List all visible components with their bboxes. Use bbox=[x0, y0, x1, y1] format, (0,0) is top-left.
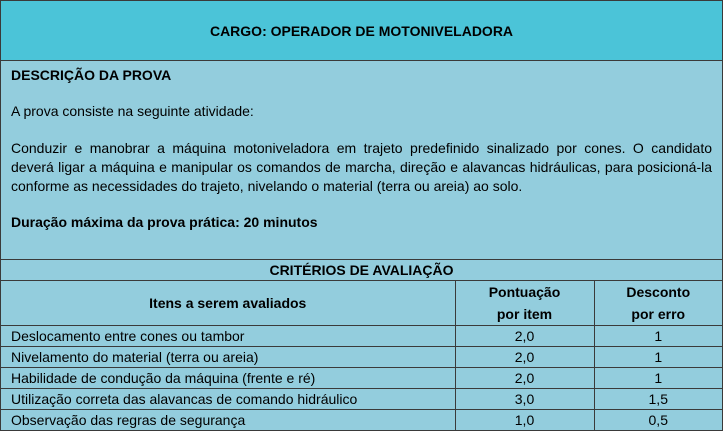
criterion-discount: 1,5 bbox=[594, 389, 722, 410]
criterion-item: Observação das regras de segurança bbox=[1, 410, 455, 431]
exam-duration: Duração máxima da prova prática: 20 minutos bbox=[11, 214, 318, 230]
column-header-items: Itens a serem avaliados bbox=[1, 281, 455, 326]
criterion-discount: 0,5 bbox=[594, 410, 722, 431]
table-row bbox=[1, 410, 722, 431]
criterion-discount: 1 bbox=[594, 347, 722, 368]
table-row bbox=[1, 326, 722, 347]
description-heading: DESCRIÇÃO DA PROVA bbox=[11, 67, 172, 83]
column-header-score bbox=[455, 281, 594, 326]
table-row bbox=[1, 368, 722, 389]
criterion-item: Habilidade de condução da máquina (frente e ré) bbox=[1, 368, 455, 389]
criterion-score: 1,0 bbox=[455, 410, 594, 431]
score-header-line1: Pontuação bbox=[488, 284, 561, 300]
criterion-discount: 1 bbox=[594, 368, 722, 389]
criterion-score: 2,0 bbox=[455, 347, 594, 368]
criterion-score: 2,0 bbox=[455, 368, 594, 389]
description-body: Conduzir e manobrar a máquina motoniveladora em trajeto predefinido sinalizado por cones. O candidato deverá ligar a máquina e manipular os comandos de marcha, direção e alavancas hidráulicas, para posicioná-la conforme as necessidades do trajeto, nivelando o material (terra ou areia) ao solo. bbox=[11, 140, 712, 194]
exam-description bbox=[1, 61, 722, 260]
criterion-score: 3,0 bbox=[455, 389, 594, 410]
criterion-score: 2,0 bbox=[455, 326, 594, 347]
criterion-discount: 1 bbox=[594, 326, 722, 347]
discount-header-line1: Desconto bbox=[626, 284, 691, 300]
criteria-table bbox=[1, 260, 722, 430]
table-row bbox=[1, 389, 722, 410]
table-row bbox=[1, 347, 722, 368]
column-header-discount bbox=[594, 281, 722, 326]
criterion-item: Nivelamento do material (terra ou areia) bbox=[1, 347, 455, 368]
job-title: CARGO: OPERADOR DE MOTONIVELADORA bbox=[1, 1, 722, 61]
score-header-line2: por item bbox=[496, 306, 553, 322]
discount-header-line2: por erro bbox=[631, 306, 686, 322]
description-intro: A prova consiste na seguinte atividade: bbox=[11, 103, 254, 119]
criteria-heading: CRITÉRIOS DE AVALIAÇÃO bbox=[1, 260, 722, 281]
criterion-item: Deslocamento entre cones ou tambor bbox=[1, 326, 455, 347]
criterion-item: Utilização correta das alavancas de comando hidráulico bbox=[1, 389, 455, 410]
